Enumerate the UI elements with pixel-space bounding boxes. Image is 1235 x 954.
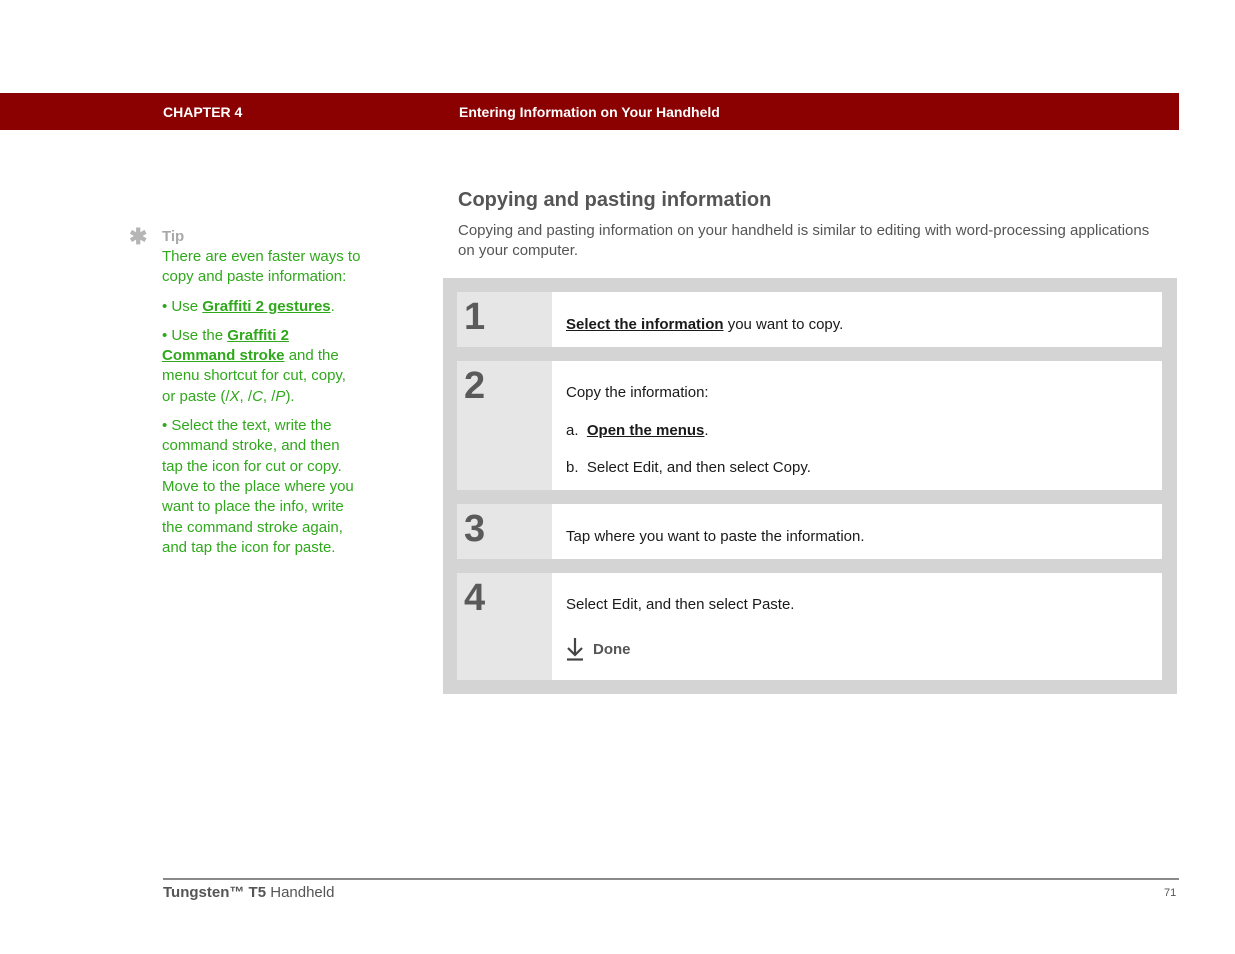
tip-bullet-1-prefix: • Use <box>162 297 203 315</box>
down-arrow-icon <box>566 637 584 661</box>
footer-product <box>163 884 334 901</box>
tip-intro: There are even faster ways to copy and paste information: <box>162 248 361 286</box>
done-label: Done <box>593 640 631 658</box>
step-1 <box>457 292 1162 347</box>
tip-bullet-2-end: ). <box>285 387 295 405</box>
shortcut-c: C <box>252 387 263 405</box>
tip-bullet-3: • Select the text, write the command stroke, and then tap the icon for cut or copy. Move to the place where you want to place the info, write the command stroke again, and tap the icon for paste. <box>162 417 354 556</box>
step-number: 1 <box>457 292 552 347</box>
step-3 <box>457 504 1162 559</box>
tip-bullet-1 <box>162 297 362 317</box>
step-number: 2 <box>457 361 552 490</box>
substep-b-label: b. <box>566 459 579 476</box>
section-intro: Copying and pasting information on your handheld is similar to editing with word-processing applications on your computer. <box>458 222 1150 259</box>
tip-bullet-2-prefix: • Use the <box>162 326 228 344</box>
step-2-substep-a <box>566 422 709 439</box>
shortcut-x: X <box>229 387 240 405</box>
step-1-text <box>566 316 843 333</box>
tip-bullet-1-suffix: . <box>330 297 335 315</box>
tip-bullet-2-text: and the menu shortcut for cut, copy, or paste (/ <box>162 347 346 405</box>
step-body <box>552 573 1162 680</box>
chapter-header-bar <box>0 93 1179 130</box>
footer-product-suffix: Handheld <box>266 884 335 901</box>
tip-label: Tip <box>162 228 185 245</box>
substep-a-label: a. <box>566 422 579 439</box>
substep-a-suffix: . <box>704 422 709 439</box>
tip-body <box>162 247 362 567</box>
step-2-substep-b <box>566 459 811 476</box>
open-menus-link[interactable]: Open the menus <box>586 422 705 439</box>
step-3-text: Tap where you want to paste the information. <box>566 528 865 545</box>
step-number: 3 <box>457 504 552 559</box>
page-number: 71 <box>1164 887 1177 899</box>
step-1-suffix: you want to copy. <box>723 316 844 333</box>
asterisk-icon: ✱ <box>129 224 148 249</box>
select-information-link[interactable]: Select the information <box>566 316 724 333</box>
chapter-label: CHAPTER 4 <box>163 104 243 120</box>
step-body <box>552 361 1162 490</box>
graffiti-gestures-link[interactable]: Graffiti 2 gestures <box>202 297 331 315</box>
step-number: 4 <box>457 573 552 680</box>
footer-product-name: Tungsten™ T5 <box>163 884 267 901</box>
step-4 <box>457 573 1162 680</box>
shortcut-p: P <box>275 387 286 405</box>
tip-bullet-2 <box>162 326 362 407</box>
chapter-title: Entering Information on Your Handheld <box>459 104 720 120</box>
step-4-text: Select Edit, and then select Paste. <box>566 596 795 613</box>
graffiti-command-stroke-link[interactable]: Graffiti 2 Command stroke <box>162 326 289 365</box>
done-indicator <box>566 637 631 661</box>
shortcut-sep-1: , / <box>239 387 253 405</box>
step-body <box>552 292 1162 347</box>
substep-b-text: Select Edit, and then select Copy. <box>586 459 811 476</box>
shortcut-sep-2: , / <box>262 387 276 405</box>
footer-divider <box>163 878 1179 880</box>
step-2 <box>457 361 1162 490</box>
step-2-text: Copy the information: <box>566 384 709 401</box>
step-body <box>552 504 1162 559</box>
section-title: Copying and pasting information <box>458 189 772 211</box>
steps-panel <box>443 278 1177 694</box>
